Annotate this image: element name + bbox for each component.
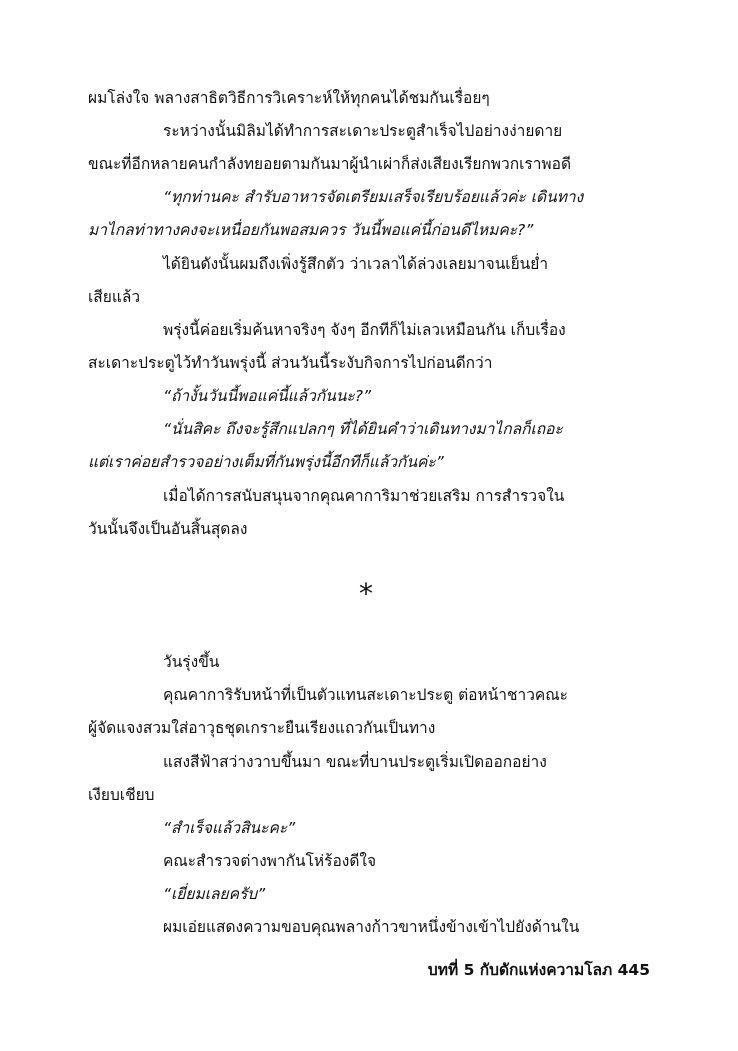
paragraph-line: ระหว่างนั้นมิลิมได้ทำการสะเดาะประตูสำเร็จไปอย่างง่ายดาย	[163, 122, 563, 140]
paragraph-line: เงียบเชียบ	[88, 786, 155, 804]
paragraph-line: ผมเอ่ยแสดงความขอบคุณพลางก้าวขาหนึ่งข้างเข้าไปยังด้านใน	[163, 918, 580, 936]
paragraph-line: พรุ่งนี้ค่อยเริ่มค้นหาจริงๆ จังๆ อีกทีก็ไม่เลวเหมือนกัน เก็บเรื่อง	[163, 321, 566, 339]
paragraph-line: คณะสำรวจต่างพากันโห่ร้องดีใจ	[163, 852, 377, 870]
paragraph-line: คุณคาการิรับหน้าที่เป็นตัวแทนสะเดาะประตู ต่อหน้าชาวคณะ	[163, 686, 568, 704]
dialogue-line: “ทุกท่านคะ สำรับอาหารจัดเตรียมเสร็จเรียบร้อยแล้วค่ะ เดินทาง	[163, 188, 584, 206]
paragraph-line: วันรุ่งขึ้น	[163, 653, 220, 671]
dialogue-line: “นั่นสิคะ ถึงจะรู้สึกแปลกๆ ที่ได้ยินคำว่าเดินทางมาไกลก็เถอะ	[163, 420, 563, 438]
paragraph-line: แสงสีฟ้าสว่างวาบขึ้นมา ขณะที่บานประตูเริ่มเปิดออกอย่าง	[163, 753, 547, 771]
paragraph-line: ผมโล่งใจ พลางสาธิตวิธีการวิเคราะห์ให้ทุกคนได้ชมกันเรื่อยๆ	[88, 89, 490, 107]
dialogue-line: “เยี่ยมเลยครับ”	[163, 885, 266, 903]
paragraph-line: ได้ยินดังนั้นผมถึงเพิ่งรู้สึกตัว ว่าเวลาได้ล่วงเลยมาจนเย็นย่ำ	[163, 255, 549, 273]
page-footer: บทที่ 5 กับดักแห่งความโลภ 445	[427, 961, 650, 979]
paragraph-line: สะเดาะประตูไว้ทำวันพรุ่งนี้ ส่วนวันนี้ระงับกิจการไปก่อนดีกว่า	[88, 354, 493, 372]
paragraph-line: วันนั้นจึงเป็นอันสิ้นสุดลง	[88, 520, 248, 538]
section-separator: *	[359, 577, 373, 610]
dialogue-line: “ถ้างั้นวันนี้พอแค่นี้แล้วกันนะ?”	[163, 387, 372, 405]
dialogue-line: “สำเร็จแล้วสินะคะ”	[163, 819, 296, 837]
paragraph-line: ขณะที่อีกหลายคนกำลังทยอยตามกันมาผู้นำเผ่าก็ส่งเสียงเรียกพวกเราพอดี	[88, 155, 572, 173]
dialogue-line: มาไกลท่าทางคงจะเหนื่อยกันพอสมควร วันนี้พอแค่นี้ก่อนดีไหมคะ?”	[88, 221, 534, 239]
paragraph-line: เมื่อได้การสนับสนุนจากคุณคาการิมาช่วยเสริม การสำรวจใน	[163, 487, 565, 505]
paragraph-line: ผู้จัดแจงสวมใส่อาวุธชุดเกราะยืนเรียงแถวกันเป็นทาง	[88, 719, 436, 737]
dialogue-line: แต่เราค่อยสำรวจอย่างเต็มที่กันพรุ่งนี้อีกทีก็แล้วกันค่ะ”	[88, 453, 444, 471]
paragraph-line: เสียแล้ว	[88, 288, 141, 306]
